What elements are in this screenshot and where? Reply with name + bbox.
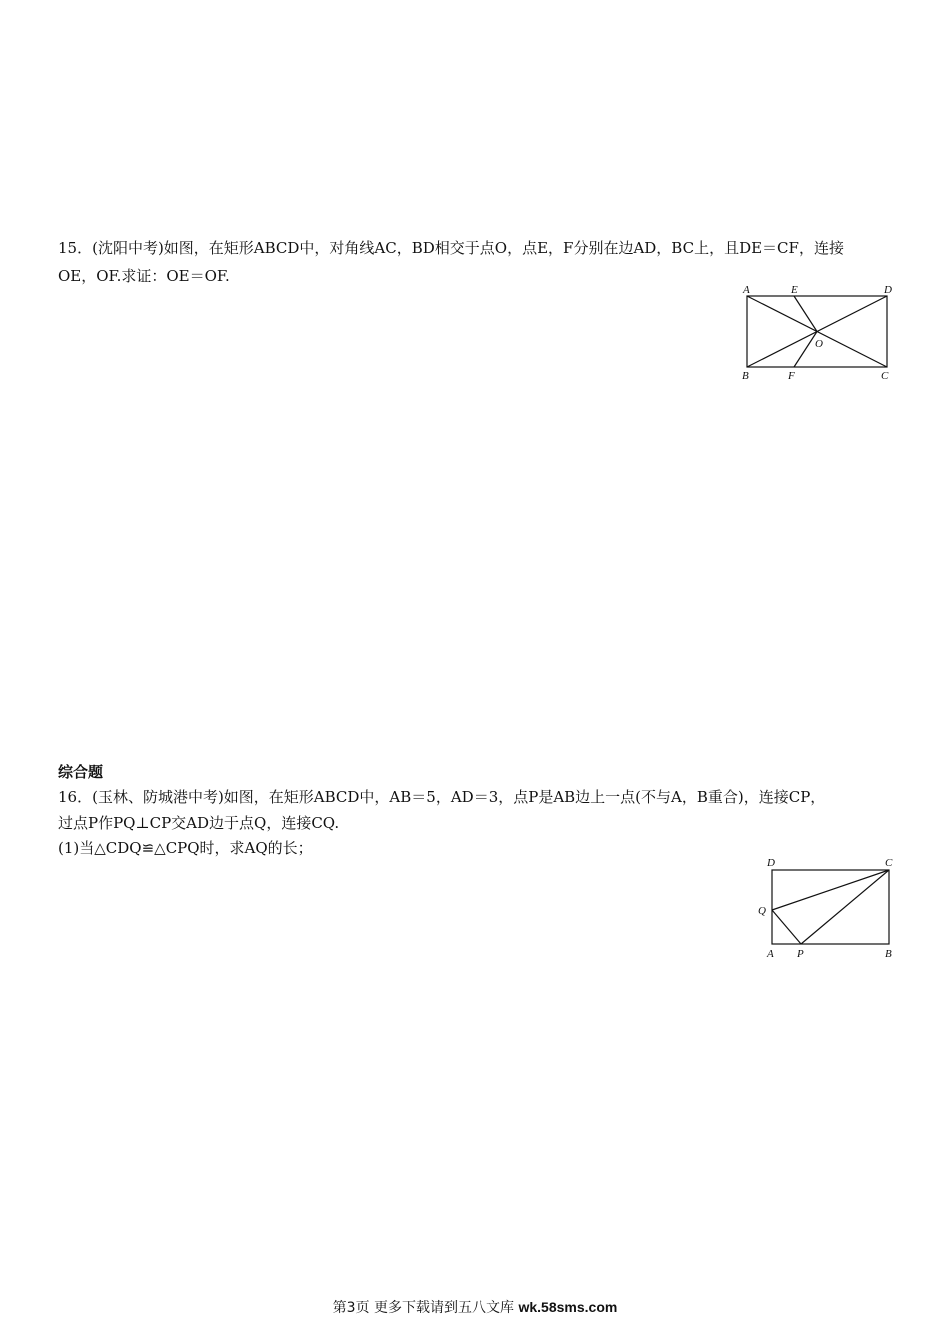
problem-15-text-line-1: 15．(沈阳中考)如图，在矩形ABCD中，对角线AC，BD相交于点O，点E，F分别在边AD，BC上，且DE＝CF，连接: [58, 239, 844, 257]
label-b: B: [885, 948, 892, 960]
problem-16-text-line-2: 过点P作PQ⊥CP交AD边于点Q，连接CQ.: [58, 814, 340, 832]
problem-15-figure: [735, 280, 905, 389]
label-d: D: [767, 857, 775, 869]
segment-qc: [772, 870, 889, 910]
label-e: E: [791, 284, 798, 296]
segment-qp: [772, 910, 801, 944]
label-c: C: [881, 370, 889, 382]
label-p: P: [797, 948, 804, 960]
label-f: F: [788, 370, 795, 382]
segment-pc: [801, 870, 889, 944]
label-a: A: [767, 948, 774, 960]
label-q: Q: [758, 905, 766, 917]
label-a: A: [743, 284, 750, 296]
label-d: D: [884, 284, 892, 296]
section-title: 综合题: [58, 763, 104, 781]
problem-16-figure: [755, 852, 900, 968]
footer-url-link[interactable]: wk.58sms.com: [518, 1299, 618, 1315]
footer-page-number: 3: [346, 1300, 356, 1316]
footer-suffix: 页 更多下载请到五八文库: [355, 1300, 519, 1316]
problem-16-text-line-1: 16．(玉林、防城港中考)如图，在矩形ABCD中，AB＝5，AD＝3，点P是AB边上一点(不与A，B重合)，连接CP，: [58, 788, 826, 806]
problem-15-text-line-2: OE，OF.求证：OE＝OF.: [58, 267, 230, 285]
label-b: B: [742, 370, 749, 382]
page-footer: [0, 1297, 950, 1318]
problem-16-part-1: (1)当△CDQ≌△CPQ时，求AQ的长；: [58, 839, 313, 857]
rectangle-abcd: [772, 870, 889, 944]
label-c: C: [885, 857, 893, 869]
label-o: O: [815, 338, 823, 350]
footer-prefix: 第: [332, 1300, 347, 1316]
